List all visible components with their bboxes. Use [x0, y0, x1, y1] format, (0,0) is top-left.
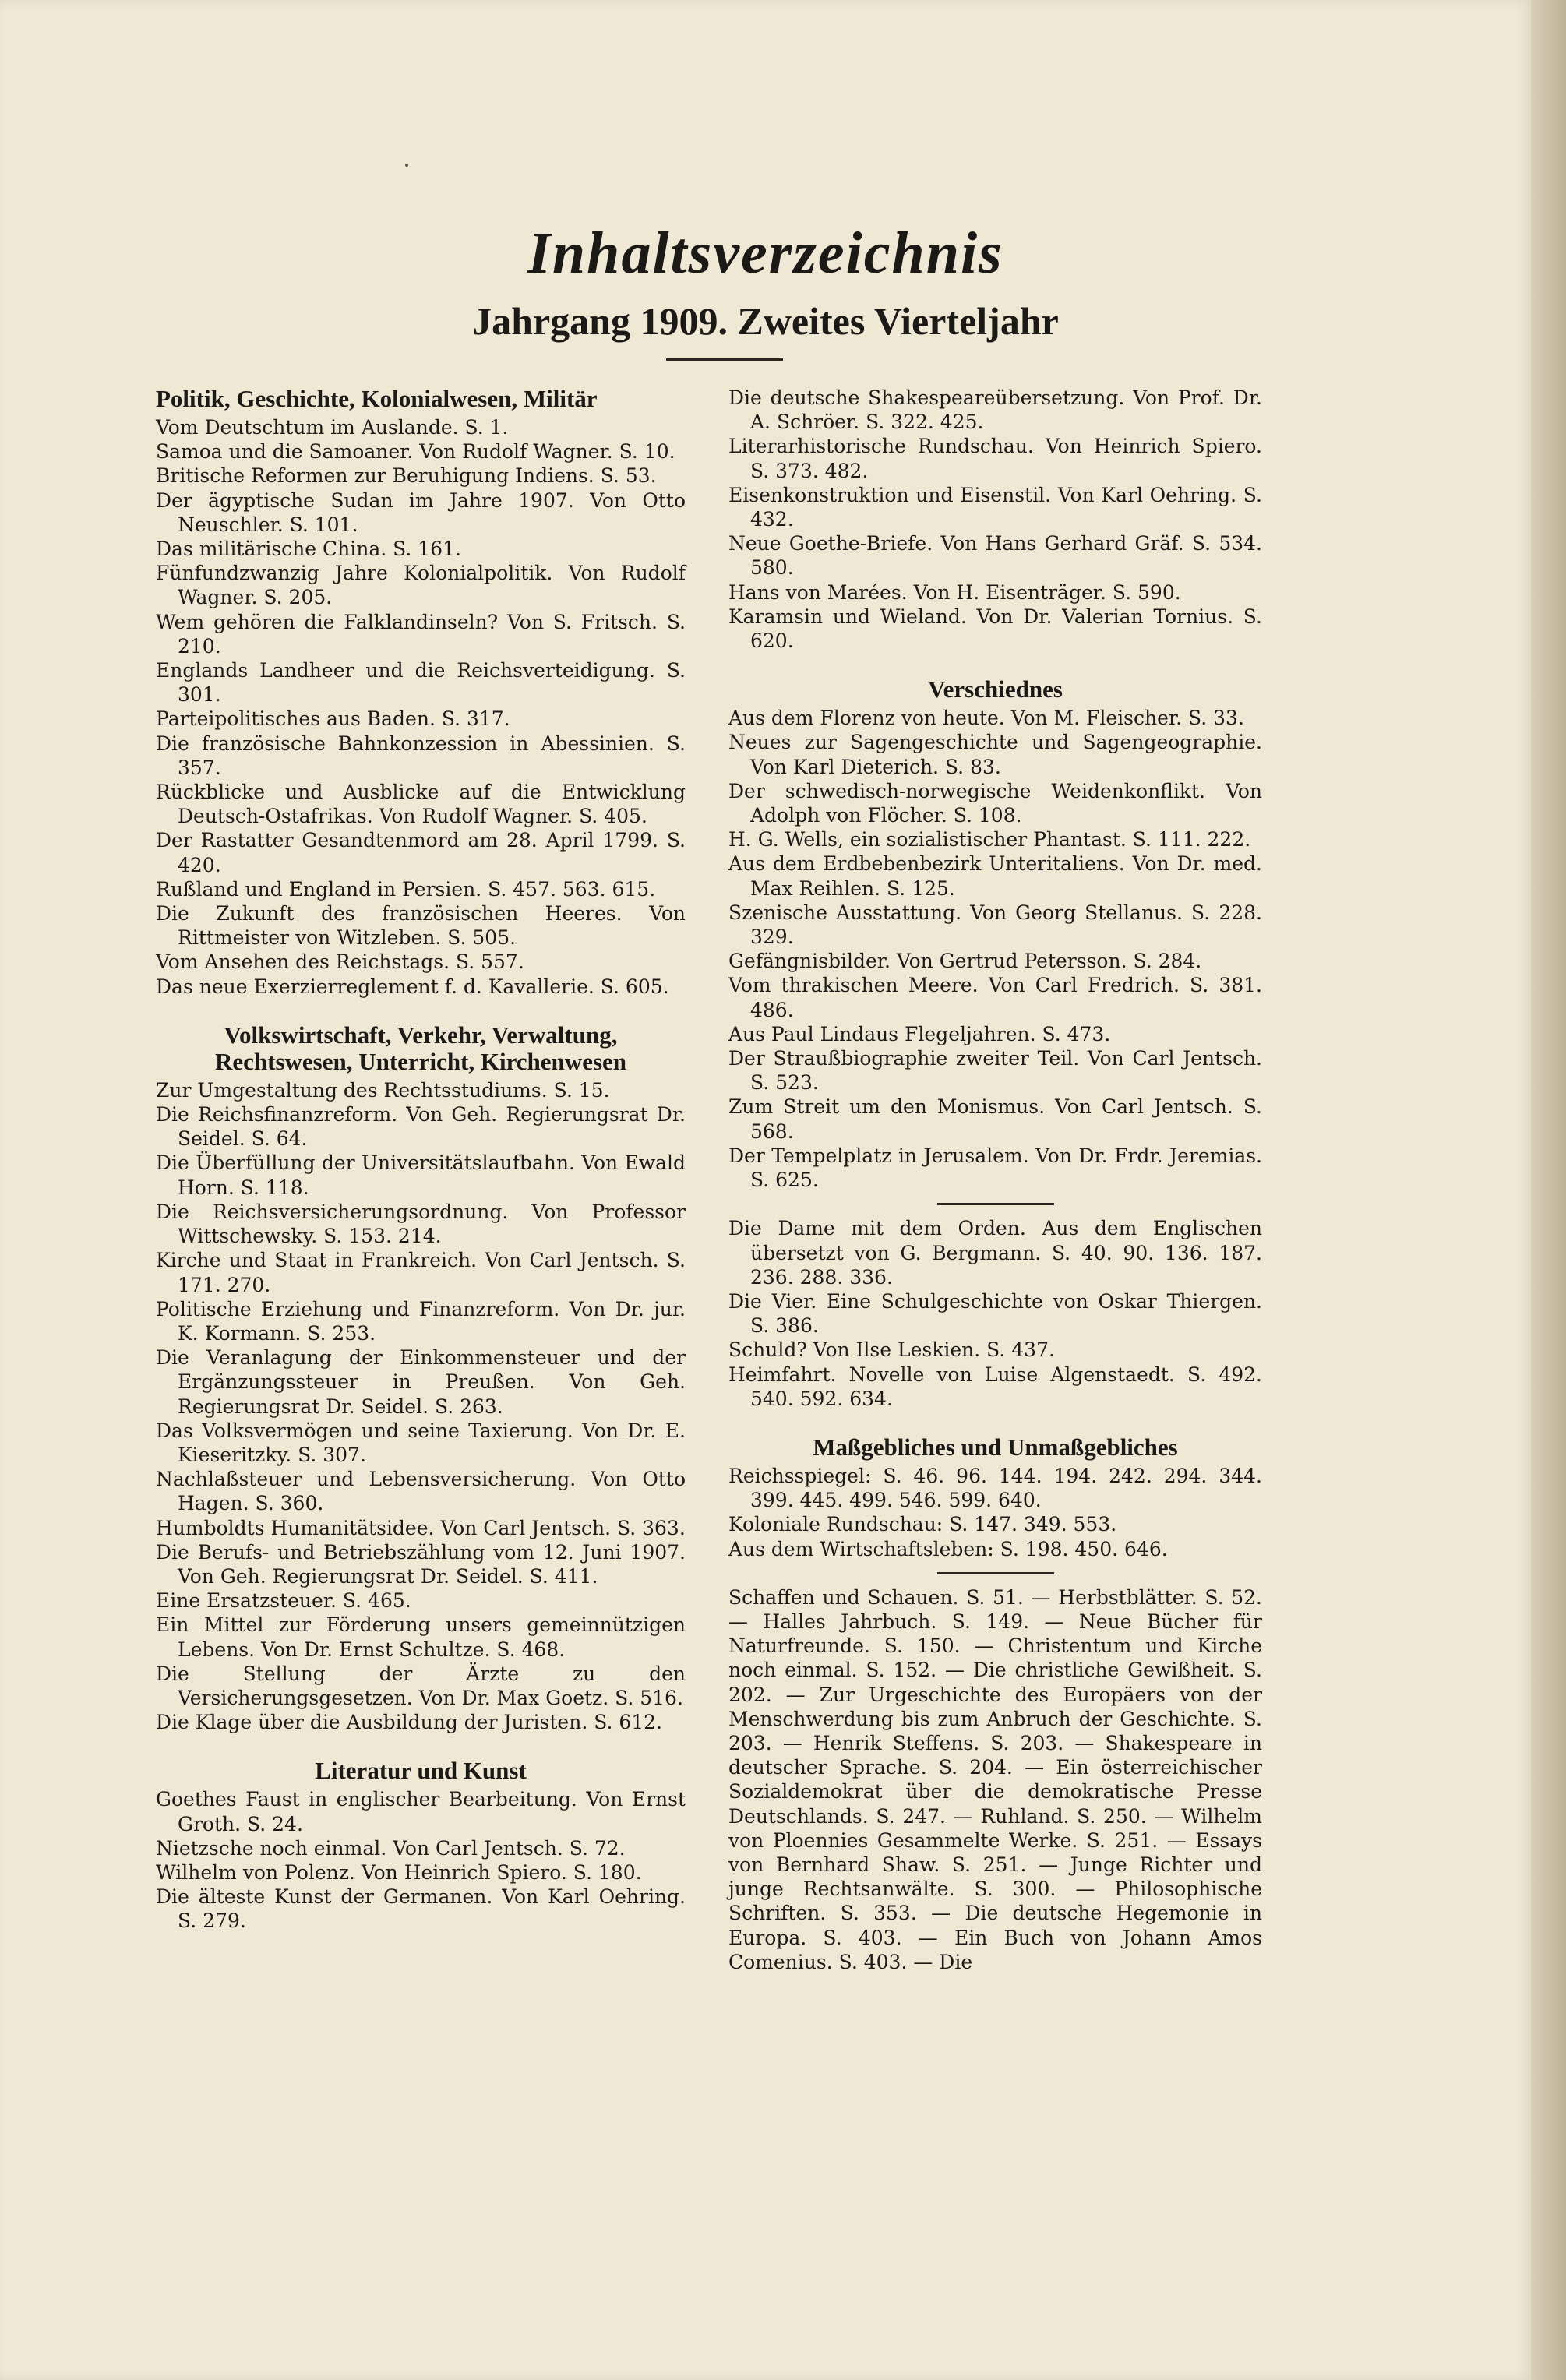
- section-heading-literatur: Literatur und Kunst: [315, 1757, 527, 1785]
- toc-entry: Die Zukunft des französischen Heeres. Von Rittmeister von Witzleben. S. 505.: [156, 902, 686, 950]
- toc-entry: Der ägyptische Sudan im Jahre 1907. Von Otto Neuschler. S. 101.: [156, 488, 686, 536]
- toc-entry: Vom Ansehen des Reichstags. S. 557.: [156, 950, 524, 974]
- toc-entry: Goethes Faust in englischer Bearbeitung. Von Ernst Groth. S. 24.: [156, 1788, 686, 1835]
- toc-entry: Koloniale Rundschau: S. 147. 349. 553.: [728, 1513, 1117, 1536]
- toc-entry: Schuld? Von Ilse Leskien. S. 437.: [728, 1338, 1055, 1362]
- toc-entry: Die Dame mit dem Orden. Aus dem Englischen übersetzt von G. Bergmann. S. 40. 90. 136. 187. 236. 288. 336.: [728, 1217, 1262, 1289]
- toc-entry: Der Straußbiographie zweiter Teil. Von Carl Jentsch. S. 523.: [728, 1047, 1262, 1095]
- title-rule: [666, 358, 783, 361]
- toc-entry: Eisenkonstruktion und Eisenstil. Von Karl Oehring. S. 432.: [728, 483, 1262, 531]
- toc-entry: Neues zur Sagengeschichte und Sagengeographie. Von Karl Dieterich. S. 83.: [728, 731, 1262, 778]
- toc-entry: Zum Streit um den Monismus. Von Carl Jentsch. S. 568.: [728, 1095, 1262, 1143]
- page-subtitle: Jahrgang 1909. Zweites Vierteljahr: [472, 299, 1059, 343]
- toc-entry: Der Tempelplatz in Jerusalem. Von Dr. Frdr. Jeremias. S. 625.: [728, 1144, 1262, 1192]
- page-edge: [1531, 0, 1566, 2380]
- toc-entry: Aus dem Wirtschaftsleben: S. 198. 450. 646.: [728, 1537, 1168, 1560]
- toc-entry: Vom thrakischen Meere. Von Carl Fredrich. S. 381. 486.: [728, 974, 1262, 1021]
- toc-entry: Britische Reformen zur Beruhigung Indiens. S. 53.: [156, 464, 657, 488]
- section-heading-volkswirtschaft: Volkswirtschaft, Verkehr, Verwaltung, Rechtswesen, Unterricht, Kirchenwesen: [214, 1021, 627, 1075]
- toc-entry: Die Klage über die Ausbildung der Juristen. S. 612.: [156, 1711, 662, 1734]
- toc-entry: Hans von Marées. Von H. Eisenträger. S. 590.: [728, 580, 1181, 604]
- toc-entry: Parteipolitisches aus Baden. S. 317.: [156, 707, 510, 731]
- section-heading-verschiedenes: Verschiednes: [928, 675, 1063, 703]
- toc-entry: H. G. Wells, ein sozialistischer Phantast. S. 111. 222.: [728, 828, 1251, 852]
- toc-entry: Fünfundzwanzig Jahre Kolonialpolitik. Von Rudolf Wagner. S. 205.: [156, 562, 686, 609]
- section-rule: [937, 1203, 1054, 1205]
- toc-entry: Die Überfüllung der Universitätslaufbahn. Von Ewald Horn. S. 118.: [156, 1151, 686, 1199]
- toc-entry: Aus dem Erdbebenbezirk Unteritaliens. Von Dr. med. Max Reihlen. S. 125.: [728, 852, 1262, 900]
- toc-entry: Die deutsche Shakespeareübersetzung. Von Prof. Dr. A. Schröer. S. 322. 425.: [728, 386, 1262, 434]
- toc-entry: Die Reichsversicherungsordnung. Von Professor Wittschewsky. S. 153. 214.: [156, 1200, 686, 1248]
- toc-entry: Rückblicke und Ausblicke auf die Entwicklung Deutsch-Ostafrikas. Von Rudolf Wagner. S. 405.: [156, 781, 686, 828]
- toc-entry: Die Veranlagung der Einkommensteuer und der Ergänzungssteuer in Preußen. Von Geh. Regierungsrat Dr. Seidel. S. 263.: [156, 1346, 686, 1418]
- left-column: [156, 386, 686, 1934]
- right-column: [728, 386, 1262, 1974]
- toc-entry: Der schwedisch-norwegische Weidenkonflikt. Von Adolph von Flöcher. S. 108.: [728, 779, 1262, 827]
- toc-entry: Aus Paul Lindaus Flegeljahren. S. 473.: [728, 1022, 1111, 1045]
- toc-entry: Das militärische China. S. 161.: [156, 538, 461, 561]
- toc-entry: Ein Mittel zur Förderung unsers gemeinnützigen Lebens. Von Dr. Ernst Schultze. S. 468.: [156, 1613, 686, 1661]
- toc-entry: Das Volksvermögen und seine Taxierung. Von Dr. E. Kieseritzky. S. 307.: [156, 1419, 686, 1466]
- toc-entry: Politische Erziehung und Finanzreform. Von Dr. jur. K. Kormann. S. 253.: [156, 1297, 686, 1345]
- toc-entry: Rußland und England in Persien. S. 457. 563. 615.: [156, 877, 656, 901]
- toc-entry: Neue Goethe-Briefe. Von Hans Gerhard Gräf. S. 534. 580.: [728, 532, 1262, 580]
- toc-entry: Reichsspiegel: S. 46. 96. 144. 194. 242. 294. 344. 399. 445. 499. 546. 599. 640.: [728, 1464, 1262, 1512]
- toc-entry: Nachlaßsteuer und Lebensversicherung. Von Otto Hagen. S. 360.: [156, 1468, 686, 1515]
- page-title: Inhaltsverzeichnis: [527, 220, 1003, 286]
- toc-entry: Wilhelm von Polenz. Von Heinrich Spiero. S. 180.: [156, 1860, 642, 1884]
- schaffen-paragraph: Schaffen und Schauen. S. 51. — Herbstblätter. S. 52. — Halles Jahrbuch. S. 149. — Neue Bücher für Naturfreunde. S. 150. — Christentum und Kirche noch einmal. S. 152. — Die christliche Gewißheit. S. 202. — Zur Urgeschichte des Europäers von der Menschwerdung bis zum Anbruch der Geschichte. S. 203. — Henrik Steffens. S. 203. — Shakespeare in deutscher Sprache. S. 204. — Ein österreichischer Sozialdemokrat über die demokratische Presse Deutschlands. S. 247. — Ruhland. S. 250. — Wilhelm von Ploennies Gesammelte Werke. S. 251. — Essays von Bernhard Shaw. S. 251. — Junge Richter und junge Rechtsanwälte. S. 300. — Philosophische Schriften. S. 353. — Die deutsche Hegemonie in Europa. S. 403. — Ein Buch von Johann Amos Comenius. S. 403. — Die: [728, 1585, 1262, 1973]
- toc-entry: Szenische Ausstattung. Von Georg Stellanus. S. 228. 329.: [728, 901, 1262, 949]
- toc-entry: Die französische Bahnkonzession in Abessinien. S. 357.: [156, 732, 686, 779]
- toc-entry: Eine Ersatzsteuer. S. 465.: [156, 1589, 411, 1613]
- toc-entry: Heimfahrt. Novelle von Luise Algenstaedt. S. 492. 540. 592. 634.: [728, 1363, 1262, 1410]
- ink-speck: [405, 164, 408, 167]
- section-heading-massgebliches: Maßgebliches und Unmaßgebliches: [813, 1433, 1178, 1461]
- toc-entry: Die Reichsfinanzreform. Von Geh. Regierungsrat Dr. Seidel. S. 64.: [156, 1103, 686, 1151]
- toc-entry: Die Berufs- und Betriebszählung vom 12. Juni 1907. Von Geh. Regierungsrat Dr. Seidel. S. 411.: [156, 1540, 686, 1588]
- toc-entry: Aus dem Florenz von heute. Von M. Fleischer. S. 33.: [728, 707, 1244, 730]
- toc-entry: Die Vier. Eine Schulgeschichte von Oskar Thiergen. S. 386.: [728, 1289, 1262, 1338]
- toc-entry: Nietzsche noch einmal. Von Carl Jentsch. S. 72.: [156, 1836, 626, 1860]
- toc-entry: Der Rastatter Gesandtenmord am 28. April 1799. S. 420.: [156, 829, 686, 876]
- section-rule: [937, 1572, 1054, 1574]
- toc-entry: Das neue Exerzierreglement f. d. Kavallerie. S. 605.: [156, 975, 669, 998]
- toc-entry: Englands Landheer und die Reichsverteidigung. S. 301.: [156, 659, 686, 707]
- toc-entry: Vom Deutschtum im Auslande. S. 1.: [156, 416, 509, 439]
- toc-entry: Humboldts Humanitätsidee. Von Carl Jentsch. S. 363.: [156, 1516, 686, 1539]
- toc-entry: Samoa und die Samoaner. Von Rudolf Wagner. S. 10.: [156, 440, 675, 464]
- toc-entry: Zur Umgestaltung des Rechtsstudiums. S. 15.: [156, 1078, 610, 1102]
- toc-entry: Gefängnisbilder. Von Gertrud Petersson. S. 284.: [728, 950, 1202, 973]
- toc-entry: Karamsin und Wieland. Von Dr. Valerian Tornius. S. 620.: [728, 605, 1262, 653]
- section-heading-politik: Politik, Geschichte, Kolonialwesen, Militär: [156, 385, 598, 412]
- toc-entry: Wem gehören die Falklandinseln? Von S. Fritsch. S. 210.: [156, 610, 686, 658]
- toc-entry: Die älteste Kunst der Germanen. Von Karl Oehring. S. 279.: [156, 1885, 686, 1933]
- toc-entry: Kirche und Staat in Frankreich. Von Carl Jentsch. S. 171. 270.: [156, 1249, 686, 1296]
- toc-entry: Die Stellung der Ärzte zu den Versicherungsgesetzen. Von Dr. Max Goetz. S. 516.: [156, 1662, 686, 1709]
- toc-entry: Literarhistorische Rundschau. Von Heinrich Spiero. S. 373. 482.: [728, 435, 1262, 482]
